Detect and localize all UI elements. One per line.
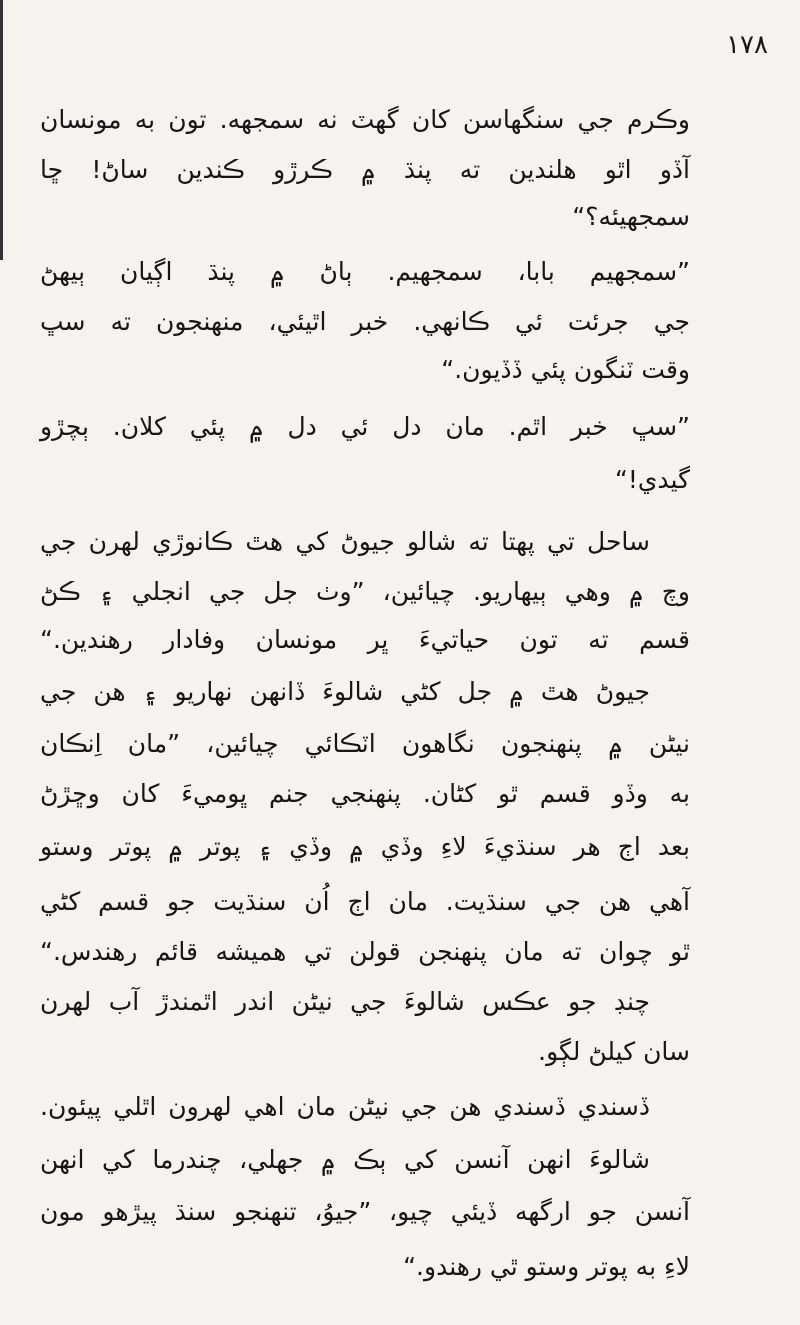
text-line: جي جرئت ئي ڪانهي. خبر اٿيئي، منهنجون ته سڀ	[40, 307, 690, 336]
text-line: بعد اڄ هر سنڌيءَ لاءِ وڏي ۾ وڏي ۽ پوتر ۾ پوتر وستو	[40, 832, 690, 861]
text-line: آڏو اٿو هلندين ته پنڌ ۾ ڪرڙو ڪندين ساڻ! ڇا	[40, 155, 690, 184]
scan-edge	[0, 0, 3, 260]
text-line: وقت ٽنگون پئي ڏڏيون.“	[441, 355, 690, 384]
text-line: لاءِ به پوتر وستو ٿي رهندو.“	[403, 1252, 690, 1281]
text-line: چنڊ جو عڪس شالوءَ جي نيڻن اندر اٿمندڙ آب لهرن	[40, 987, 650, 1016]
text-line: وڪرم جي سنگهاسن کان گهٽ نه سمجهه. تون به مونسان	[40, 105, 690, 134]
text-line: ”سمجهيم بابا، سمجهيم. ٻاڻ ۾ پنڌ اڳيان ٻيهڻ	[40, 257, 690, 286]
text-line: به وڏو قسم ٿو کڻان. پنهنجي جنم ڀوميءَ کان وڇڙڻ	[40, 779, 690, 808]
text-line: سمجهيئه؟“	[572, 202, 690, 231]
text-line: آنسن جو ارگهه ڏيئي چيو، ”جيوُ، تنهنجو سنڌ پيڙهو مون	[40, 1197, 690, 1226]
text-line: وچ ۾ وهي ٻيهاريو. چيائين، ”وٺ جل جي انجلي ۽ ڪڻ	[40, 577, 690, 606]
text-line: ”سڀ خبر اٿم. مان دل ئي دل ۾ پئي کلان. ٻچڙو	[40, 412, 690, 441]
text-line: نيڻن ۾ پنهنجون نگاهون اٽڪائي چيائين، ”مان اِنڪان	[40, 729, 690, 758]
text-line: آهي هن جي سنڌيت. مان اڄ اُن سنڌيت جو قسم کڻي	[40, 887, 690, 916]
text-line: ساحل تي پهتا ته شالو جيوڻ کي هٿ ڪانوڙي لهرن جي	[40, 527, 650, 556]
text-line: سان کيلڻ لڳو.	[538, 1037, 690, 1066]
text-line: ڏسندي ڏسندي هن جي نيڻن مان اهي لهرون اٿلي پيئون.	[40, 1092, 650, 1121]
text-line: گيدي!“	[614, 465, 690, 494]
page-number: ١٧٨	[726, 30, 768, 60]
text-line: جيوڻ هٿ ۾ جل کڻي شالوءَ ڏانهن نهاريو ۽ هن جي	[40, 677, 650, 706]
text-line: شالوءَ انهن آنسن کي ٻڪ ۾ جهلي، چندرما کي انهن	[40, 1145, 650, 1174]
text-line: ٿو چوان ته مان پنهنجن قولن تي هميشه قائم رهندس.“	[40, 937, 690, 966]
text-line: قسم ته تون حياتيءَ ڀر مونسان وفادار رهندين.“	[40, 625, 690, 654]
